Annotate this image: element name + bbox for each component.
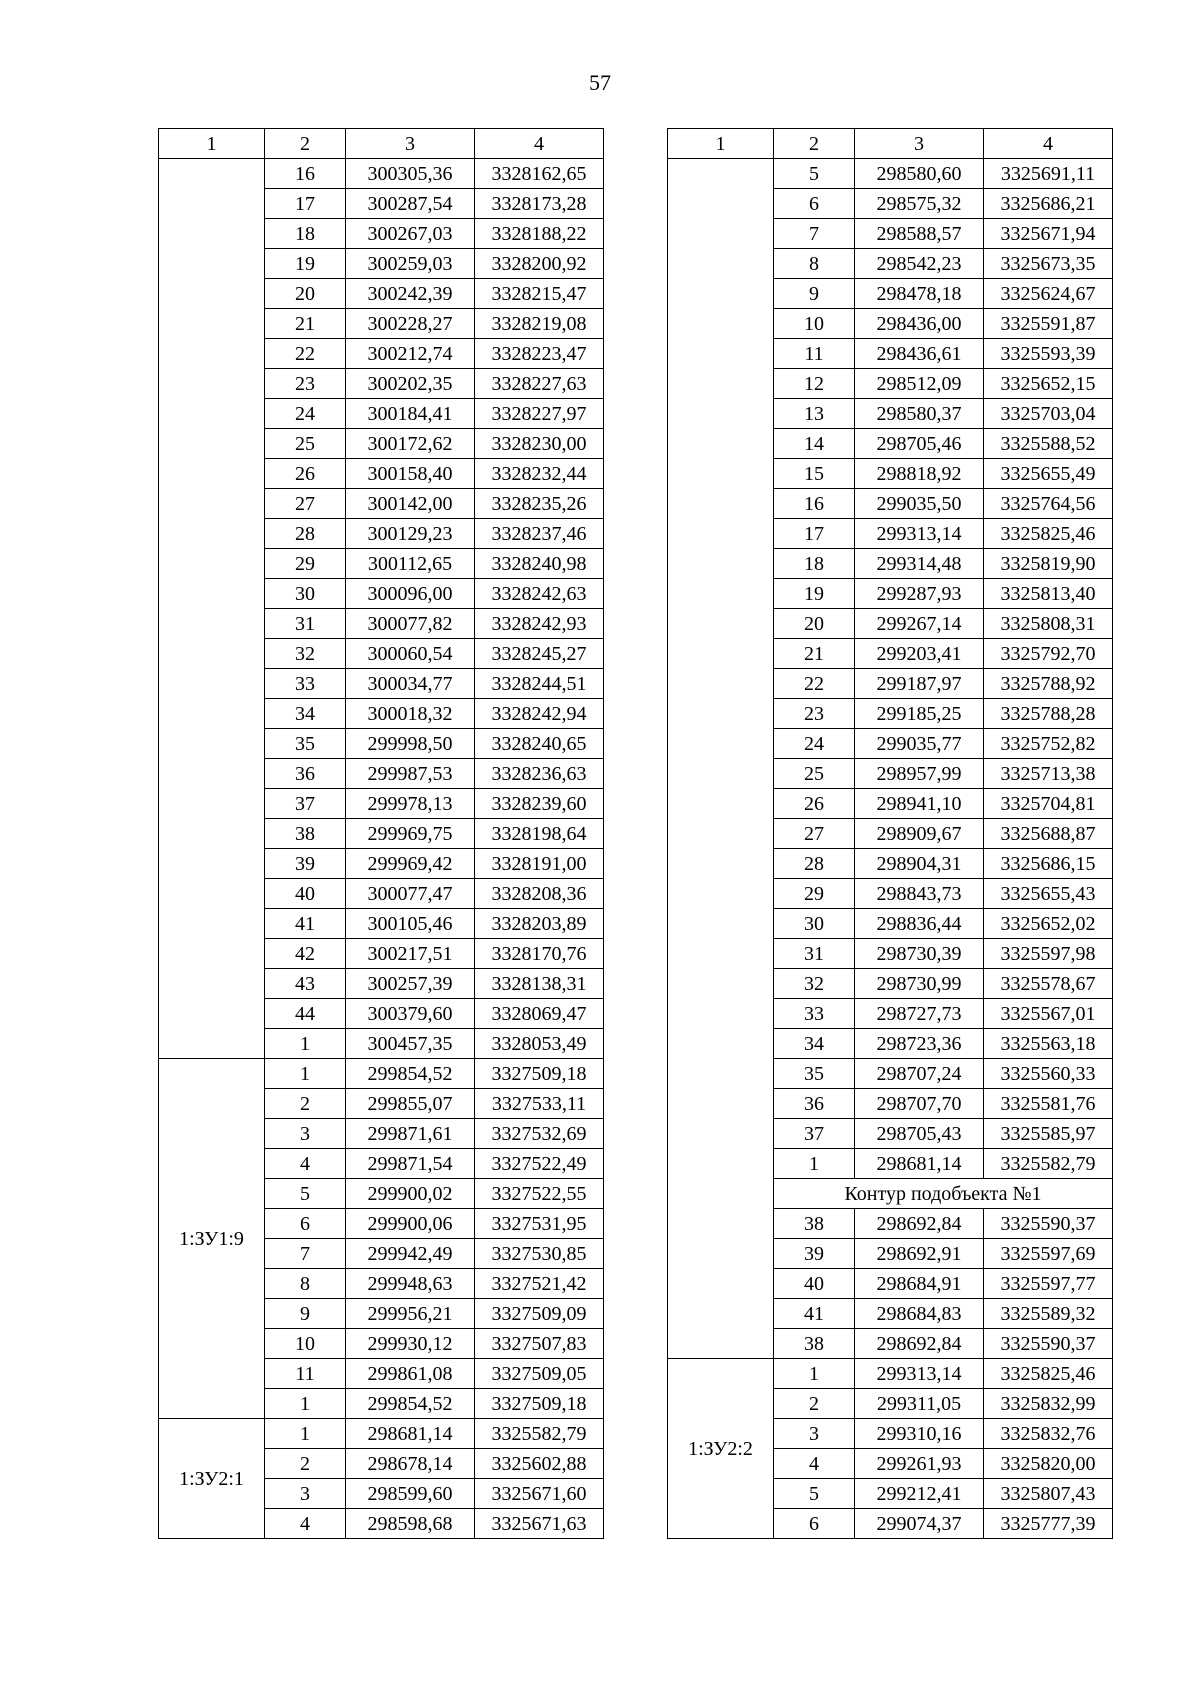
- x-coordinate-cell: 300259,03: [346, 249, 475, 279]
- y-coordinate-cell: 3325819,90: [984, 549, 1113, 579]
- y-coordinate-cell: 3325691,11: [984, 159, 1113, 189]
- point-number-cell: 33: [774, 999, 855, 1029]
- point-number-cell: 32: [265, 639, 346, 669]
- point-number-cell: 21: [774, 639, 855, 669]
- point-number-cell: 34: [774, 1029, 855, 1059]
- x-coordinate-cell: 298836,44: [855, 909, 984, 939]
- y-coordinate-cell: 3325582,79: [475, 1419, 604, 1449]
- y-coordinate-cell: 3328162,65: [475, 159, 604, 189]
- x-coordinate-cell: 299074,37: [855, 1509, 984, 1539]
- x-coordinate-cell: 298478,18: [855, 279, 984, 309]
- y-coordinate-cell: 3325588,52: [984, 429, 1113, 459]
- y-coordinate-cell: 3328208,36: [475, 879, 604, 909]
- y-coordinate-cell: 3325788,92: [984, 669, 1113, 699]
- column-header: 4: [984, 129, 1113, 159]
- column-header: 2: [265, 129, 346, 159]
- x-coordinate-cell: 299861,08: [346, 1359, 475, 1389]
- y-coordinate-cell: 3328239,60: [475, 789, 604, 819]
- x-coordinate-cell: 298692,91: [855, 1239, 984, 1269]
- point-number-cell: 41: [774, 1299, 855, 1329]
- x-coordinate-cell: 299203,41: [855, 639, 984, 669]
- y-coordinate-cell: 3325624,67: [984, 279, 1113, 309]
- y-coordinate-cell: 3325688,87: [984, 819, 1113, 849]
- x-coordinate-cell: 298941,10: [855, 789, 984, 819]
- y-coordinate-cell: 3328188,22: [475, 219, 604, 249]
- point-number-cell: 23: [774, 699, 855, 729]
- coordinates-table-right: [667, 128, 1113, 1539]
- y-coordinate-cell: 3325832,76: [984, 1419, 1113, 1449]
- x-coordinate-cell: 298818,92: [855, 459, 984, 489]
- x-coordinate-cell: 298730,99: [855, 969, 984, 999]
- point-number-cell: 38: [774, 1209, 855, 1239]
- y-coordinate-cell: 3325563,18: [984, 1029, 1113, 1059]
- point-number-cell: 30: [774, 909, 855, 939]
- y-coordinate-cell: 3325590,37: [984, 1329, 1113, 1359]
- x-coordinate-cell: 299930,12: [346, 1329, 475, 1359]
- y-coordinate-cell: 3325597,69: [984, 1239, 1113, 1269]
- x-coordinate-cell: 298843,73: [855, 879, 984, 909]
- y-coordinate-cell: 3328138,31: [475, 969, 604, 999]
- point-number-cell: 5: [265, 1179, 346, 1209]
- x-coordinate-cell: 298436,00: [855, 309, 984, 339]
- x-coordinate-cell: 300212,74: [346, 339, 475, 369]
- x-coordinate-cell: 299187,97: [855, 669, 984, 699]
- x-coordinate-cell: 299287,93: [855, 579, 984, 609]
- point-number-cell: 15: [774, 459, 855, 489]
- x-coordinate-cell: 299854,52: [346, 1059, 475, 1089]
- point-number-cell: 4: [265, 1149, 346, 1179]
- x-coordinate-cell: 300242,39: [346, 279, 475, 309]
- parcel-label-cell: [159, 159, 265, 1059]
- x-coordinate-cell: 300379,60: [346, 999, 475, 1029]
- x-coordinate-cell: 298588,57: [855, 219, 984, 249]
- point-number-cell: 11: [265, 1359, 346, 1389]
- x-coordinate-cell: 298909,67: [855, 819, 984, 849]
- y-coordinate-cell: 3327509,05: [475, 1359, 604, 1389]
- x-coordinate-cell: 300129,23: [346, 519, 475, 549]
- y-coordinate-cell: 3328173,28: [475, 189, 604, 219]
- y-coordinate-cell: 3328053,49: [475, 1029, 604, 1059]
- point-number-cell: 38: [774, 1329, 855, 1359]
- table-row: [159, 159, 604, 189]
- x-coordinate-cell: 299261,93: [855, 1449, 984, 1479]
- point-number-cell: 11: [774, 339, 855, 369]
- y-coordinate-cell: 3325560,33: [984, 1059, 1113, 1089]
- x-coordinate-cell: 298705,43: [855, 1119, 984, 1149]
- point-number-cell: 25: [265, 429, 346, 459]
- x-coordinate-cell: 298599,60: [346, 1479, 475, 1509]
- point-number-cell: 31: [774, 939, 855, 969]
- x-coordinate-cell: 299314,48: [855, 549, 984, 579]
- y-coordinate-cell: 3328170,76: [475, 939, 604, 969]
- y-coordinate-cell: 3325652,02: [984, 909, 1113, 939]
- column-header: 3: [855, 129, 984, 159]
- y-coordinate-cell: 3325589,32: [984, 1299, 1113, 1329]
- point-number-cell: 23: [265, 369, 346, 399]
- y-coordinate-cell: 3325777,39: [984, 1509, 1113, 1539]
- point-number-cell: 2: [774, 1389, 855, 1419]
- y-coordinate-cell: 3328235,26: [475, 489, 604, 519]
- y-coordinate-cell: 3328215,47: [475, 279, 604, 309]
- table-row: [159, 1059, 604, 1089]
- column-header: 2: [774, 129, 855, 159]
- x-coordinate-cell: 299871,61: [346, 1119, 475, 1149]
- x-coordinate-cell: 298598,68: [346, 1509, 475, 1539]
- x-coordinate-cell: 298707,24: [855, 1059, 984, 1089]
- point-number-cell: 3: [265, 1119, 346, 1149]
- contour-subheader-cell: Контур подобъекта №1: [774, 1179, 1113, 1209]
- y-coordinate-cell: 3325686,15: [984, 849, 1113, 879]
- point-number-cell: 30: [265, 579, 346, 609]
- y-coordinate-cell: 3325832,99: [984, 1389, 1113, 1419]
- y-coordinate-cell: 3327507,83: [475, 1329, 604, 1359]
- parcel-label-cell: [668, 159, 774, 1359]
- x-coordinate-cell: 298681,14: [855, 1149, 984, 1179]
- point-number-cell: 6: [774, 1509, 855, 1539]
- y-coordinate-cell: 3328237,46: [475, 519, 604, 549]
- point-number-cell: 4: [265, 1509, 346, 1539]
- x-coordinate-cell: 300018,32: [346, 699, 475, 729]
- point-number-cell: 27: [774, 819, 855, 849]
- point-number-cell: 26: [265, 459, 346, 489]
- y-coordinate-cell: 3325581,76: [984, 1089, 1113, 1119]
- column-header: 1: [159, 129, 265, 159]
- point-number-cell: 7: [265, 1239, 346, 1269]
- column-header: 1: [668, 129, 774, 159]
- y-coordinate-cell: 3325704,81: [984, 789, 1113, 819]
- y-coordinate-cell: 3328203,89: [475, 909, 604, 939]
- y-coordinate-cell: 3328230,00: [475, 429, 604, 459]
- x-coordinate-cell: 298904,31: [855, 849, 984, 879]
- x-coordinate-cell: 299313,14: [855, 519, 984, 549]
- y-coordinate-cell: 3325602,88: [475, 1449, 604, 1479]
- y-coordinate-cell: 3325813,40: [984, 579, 1113, 609]
- x-coordinate-cell: 299212,41: [855, 1479, 984, 1509]
- y-coordinate-cell: 3327509,09: [475, 1299, 604, 1329]
- x-coordinate-cell: 298692,84: [855, 1329, 984, 1359]
- point-number-cell: 5: [774, 159, 855, 189]
- y-coordinate-cell: 3327522,49: [475, 1149, 604, 1179]
- point-number-cell: 8: [774, 249, 855, 279]
- y-coordinate-cell: 3325593,39: [984, 339, 1113, 369]
- x-coordinate-cell: 300202,35: [346, 369, 475, 399]
- x-coordinate-cell: 298684,83: [855, 1299, 984, 1329]
- x-coordinate-cell: 299310,16: [855, 1419, 984, 1449]
- point-number-cell: 3: [774, 1419, 855, 1449]
- x-coordinate-cell: 300287,54: [346, 189, 475, 219]
- x-coordinate-cell: 299969,75: [346, 819, 475, 849]
- point-number-cell: 35: [774, 1059, 855, 1089]
- x-coordinate-cell: 299035,77: [855, 729, 984, 759]
- x-coordinate-cell: 298707,70: [855, 1089, 984, 1119]
- point-number-cell: 12: [774, 369, 855, 399]
- y-coordinate-cell: 3325752,82: [984, 729, 1113, 759]
- y-coordinate-cell: 3325808,31: [984, 609, 1113, 639]
- point-number-cell: 3: [265, 1479, 346, 1509]
- x-coordinate-cell: 298542,23: [855, 249, 984, 279]
- x-coordinate-cell: 299855,07: [346, 1089, 475, 1119]
- y-coordinate-cell: 3328219,08: [475, 309, 604, 339]
- y-coordinate-cell: 3325703,04: [984, 399, 1113, 429]
- x-coordinate-cell: 300096,00: [346, 579, 475, 609]
- y-coordinate-cell: 3325673,35: [984, 249, 1113, 279]
- point-number-cell: 38: [265, 819, 346, 849]
- point-number-cell: 1: [774, 1359, 855, 1389]
- point-number-cell: 9: [265, 1299, 346, 1329]
- point-number-cell: 40: [774, 1269, 855, 1299]
- point-number-cell: 24: [265, 399, 346, 429]
- x-coordinate-cell: 299900,06: [346, 1209, 475, 1239]
- point-number-cell: 14: [774, 429, 855, 459]
- x-coordinate-cell: 299267,14: [855, 609, 984, 639]
- x-coordinate-cell: 298678,14: [346, 1449, 475, 1479]
- parcel-label-cell: 1:ЗУ2:2: [668, 1359, 774, 1539]
- y-coordinate-cell: 3328236,63: [475, 759, 604, 789]
- x-coordinate-cell: 299871,54: [346, 1149, 475, 1179]
- table-row: [159, 1419, 604, 1449]
- point-number-cell: 28: [265, 519, 346, 549]
- point-number-cell: 19: [774, 579, 855, 609]
- x-coordinate-cell: 300305,36: [346, 159, 475, 189]
- x-coordinate-cell: 300228,27: [346, 309, 475, 339]
- x-coordinate-cell: 298580,60: [855, 159, 984, 189]
- point-number-cell: 20: [265, 279, 346, 309]
- point-number-cell: 18: [265, 219, 346, 249]
- y-coordinate-cell: 3325582,79: [984, 1149, 1113, 1179]
- y-coordinate-cell: 3327532,69: [475, 1119, 604, 1149]
- point-number-cell: 22: [774, 669, 855, 699]
- point-number-cell: 28: [774, 849, 855, 879]
- x-coordinate-cell: 299987,53: [346, 759, 475, 789]
- point-number-cell: 2: [265, 1449, 346, 1479]
- x-coordinate-cell: 298681,14: [346, 1419, 475, 1449]
- x-coordinate-cell: 298705,46: [855, 429, 984, 459]
- point-number-cell: 17: [774, 519, 855, 549]
- point-number-cell: 18: [774, 549, 855, 579]
- x-coordinate-cell: 300034,77: [346, 669, 475, 699]
- y-coordinate-cell: 3327531,95: [475, 1209, 604, 1239]
- y-coordinate-cell: 3325807,43: [984, 1479, 1113, 1509]
- y-coordinate-cell: 3325825,46: [984, 519, 1113, 549]
- y-coordinate-cell: 3325655,49: [984, 459, 1113, 489]
- x-coordinate-cell: 299956,21: [346, 1299, 475, 1329]
- column-header: 3: [346, 129, 475, 159]
- x-coordinate-cell: 299998,50: [346, 729, 475, 759]
- point-number-cell: 16: [774, 489, 855, 519]
- point-number-cell: 24: [774, 729, 855, 759]
- y-coordinate-cell: 3325671,94: [984, 219, 1113, 249]
- point-number-cell: 5: [774, 1479, 855, 1509]
- point-number-cell: 39: [774, 1239, 855, 1269]
- point-number-cell: 1: [265, 1389, 346, 1419]
- x-coordinate-cell: 299854,52: [346, 1389, 475, 1419]
- x-coordinate-cell: 300267,03: [346, 219, 475, 249]
- point-number-cell: 37: [774, 1119, 855, 1149]
- header-row: [668, 129, 1113, 159]
- x-coordinate-cell: 300077,47: [346, 879, 475, 909]
- x-coordinate-cell: 299185,25: [855, 699, 984, 729]
- point-number-cell: 1: [265, 1419, 346, 1449]
- y-coordinate-cell: 3325652,15: [984, 369, 1113, 399]
- y-coordinate-cell: 3328242,94: [475, 699, 604, 729]
- point-number-cell: 31: [265, 609, 346, 639]
- x-coordinate-cell: 298575,32: [855, 189, 984, 219]
- y-coordinate-cell: 3327530,85: [475, 1239, 604, 1269]
- y-coordinate-cell: 3328244,51: [475, 669, 604, 699]
- x-coordinate-cell: 299978,13: [346, 789, 475, 819]
- point-number-cell: 13: [774, 399, 855, 429]
- point-number-cell: 26: [774, 789, 855, 819]
- coordinates-table-left: [158, 128, 604, 1539]
- y-coordinate-cell: 3328242,63: [475, 579, 604, 609]
- x-coordinate-cell: 300217,51: [346, 939, 475, 969]
- y-coordinate-cell: 3328242,93: [475, 609, 604, 639]
- x-coordinate-cell: 300060,54: [346, 639, 475, 669]
- point-number-cell: 25: [774, 759, 855, 789]
- table-row: [668, 1359, 1113, 1389]
- page-number: 57: [589, 70, 611, 95]
- point-number-cell: 39: [265, 849, 346, 879]
- y-coordinate-cell: 3327509,18: [475, 1389, 604, 1419]
- x-coordinate-cell: 299313,14: [855, 1359, 984, 1389]
- y-coordinate-cell: 3325591,87: [984, 309, 1113, 339]
- point-number-cell: 20: [774, 609, 855, 639]
- point-number-cell: 1: [265, 1059, 346, 1089]
- y-coordinate-cell: 3325567,01: [984, 999, 1113, 1029]
- point-number-cell: 1: [265, 1029, 346, 1059]
- point-number-cell: 9: [774, 279, 855, 309]
- y-coordinate-cell: 3325597,77: [984, 1269, 1113, 1299]
- parcel-label-cell: 1:ЗУ2:1: [159, 1419, 265, 1539]
- x-coordinate-cell: 298723,36: [855, 1029, 984, 1059]
- point-number-cell: 16: [265, 159, 346, 189]
- y-coordinate-cell: 3328191,00: [475, 849, 604, 879]
- y-coordinate-cell: 3327533,11: [475, 1089, 604, 1119]
- point-number-cell: 7: [774, 219, 855, 249]
- x-coordinate-cell: 300105,46: [346, 909, 475, 939]
- point-number-cell: 40: [265, 879, 346, 909]
- y-coordinate-cell: 3325585,97: [984, 1119, 1113, 1149]
- x-coordinate-cell: 298957,99: [855, 759, 984, 789]
- point-number-cell: 21: [265, 309, 346, 339]
- y-coordinate-cell: 3328245,27: [475, 639, 604, 669]
- y-coordinate-cell: 3328069,47: [475, 999, 604, 1029]
- y-coordinate-cell: 3325597,98: [984, 939, 1113, 969]
- point-number-cell: 36: [265, 759, 346, 789]
- y-coordinate-cell: 3328198,64: [475, 819, 604, 849]
- y-coordinate-cell: 3325792,70: [984, 639, 1113, 669]
- y-coordinate-cell: 3328232,44: [475, 459, 604, 489]
- y-coordinate-cell: 3325788,28: [984, 699, 1113, 729]
- y-coordinate-cell: 3325671,63: [475, 1509, 604, 1539]
- point-number-cell: 43: [265, 969, 346, 999]
- x-coordinate-cell: 300077,82: [346, 609, 475, 639]
- x-coordinate-cell: 299311,05: [855, 1389, 984, 1419]
- header-row: [159, 129, 604, 159]
- y-coordinate-cell: 3327521,42: [475, 1269, 604, 1299]
- x-coordinate-cell: 298512,09: [855, 369, 984, 399]
- point-number-cell: 34: [265, 699, 346, 729]
- x-coordinate-cell: 300457,35: [346, 1029, 475, 1059]
- y-coordinate-cell: 3327522,55: [475, 1179, 604, 1209]
- x-coordinate-cell: 300158,40: [346, 459, 475, 489]
- point-number-cell: 1: [774, 1149, 855, 1179]
- y-coordinate-cell: 3328200,92: [475, 249, 604, 279]
- x-coordinate-cell: 300184,41: [346, 399, 475, 429]
- x-coordinate-cell: 298727,73: [855, 999, 984, 1029]
- y-coordinate-cell: 3325820,00: [984, 1449, 1113, 1479]
- point-number-cell: 27: [265, 489, 346, 519]
- y-coordinate-cell: 3328240,65: [475, 729, 604, 759]
- x-coordinate-cell: 299969,42: [346, 849, 475, 879]
- point-number-cell: 32: [774, 969, 855, 999]
- x-coordinate-cell: 298580,37: [855, 399, 984, 429]
- y-coordinate-cell: 3325686,21: [984, 189, 1113, 219]
- y-coordinate-cell: 3325764,56: [984, 489, 1113, 519]
- x-coordinate-cell: 298436,61: [855, 339, 984, 369]
- x-coordinate-cell: 300257,39: [346, 969, 475, 999]
- point-number-cell: 44: [265, 999, 346, 1029]
- y-coordinate-cell: 3328223,47: [475, 339, 604, 369]
- y-coordinate-cell: 3325671,60: [475, 1479, 604, 1509]
- table-row: [668, 159, 1113, 189]
- point-number-cell: 36: [774, 1089, 855, 1119]
- point-number-cell: 6: [774, 189, 855, 219]
- point-number-cell: 8: [265, 1269, 346, 1299]
- parcel-label-cell: 1:ЗУ1:9: [159, 1059, 265, 1419]
- point-number-cell: 29: [774, 879, 855, 909]
- y-coordinate-cell: 3327509,18: [475, 1059, 604, 1089]
- x-coordinate-cell: 300142,00: [346, 489, 475, 519]
- x-coordinate-cell: 299942,49: [346, 1239, 475, 1269]
- point-number-cell: 37: [265, 789, 346, 819]
- point-number-cell: 35: [265, 729, 346, 759]
- x-coordinate-cell: 298730,39: [855, 939, 984, 969]
- y-coordinate-cell: 3328240,98: [475, 549, 604, 579]
- column-header: 4: [475, 129, 604, 159]
- point-number-cell: 4: [774, 1449, 855, 1479]
- x-coordinate-cell: 299035,50: [855, 489, 984, 519]
- point-number-cell: 42: [265, 939, 346, 969]
- point-number-cell: 29: [265, 549, 346, 579]
- y-coordinate-cell: 3325590,37: [984, 1209, 1113, 1239]
- x-coordinate-cell: 299948,63: [346, 1269, 475, 1299]
- x-coordinate-cell: 300172,62: [346, 429, 475, 459]
- point-number-cell: 10: [265, 1329, 346, 1359]
- y-coordinate-cell: 3325578,67: [984, 969, 1113, 999]
- point-number-cell: 10: [774, 309, 855, 339]
- point-number-cell: 17: [265, 189, 346, 219]
- y-coordinate-cell: 3325825,46: [984, 1359, 1113, 1389]
- x-coordinate-cell: 300112,65: [346, 549, 475, 579]
- point-number-cell: 6: [265, 1209, 346, 1239]
- y-coordinate-cell: 3325713,38: [984, 759, 1113, 789]
- point-number-cell: 19: [265, 249, 346, 279]
- point-number-cell: 22: [265, 339, 346, 369]
- y-coordinate-cell: 3328227,97: [475, 399, 604, 429]
- y-coordinate-cell: 3325655,43: [984, 879, 1113, 909]
- x-coordinate-cell: 298692,84: [855, 1209, 984, 1239]
- x-coordinate-cell: 298684,91: [855, 1269, 984, 1299]
- point-number-cell: 33: [265, 669, 346, 699]
- y-coordinate-cell: 3328227,63: [475, 369, 604, 399]
- point-number-cell: 41: [265, 909, 346, 939]
- point-number-cell: 2: [265, 1089, 346, 1119]
- x-coordinate-cell: 299900,02: [346, 1179, 475, 1209]
